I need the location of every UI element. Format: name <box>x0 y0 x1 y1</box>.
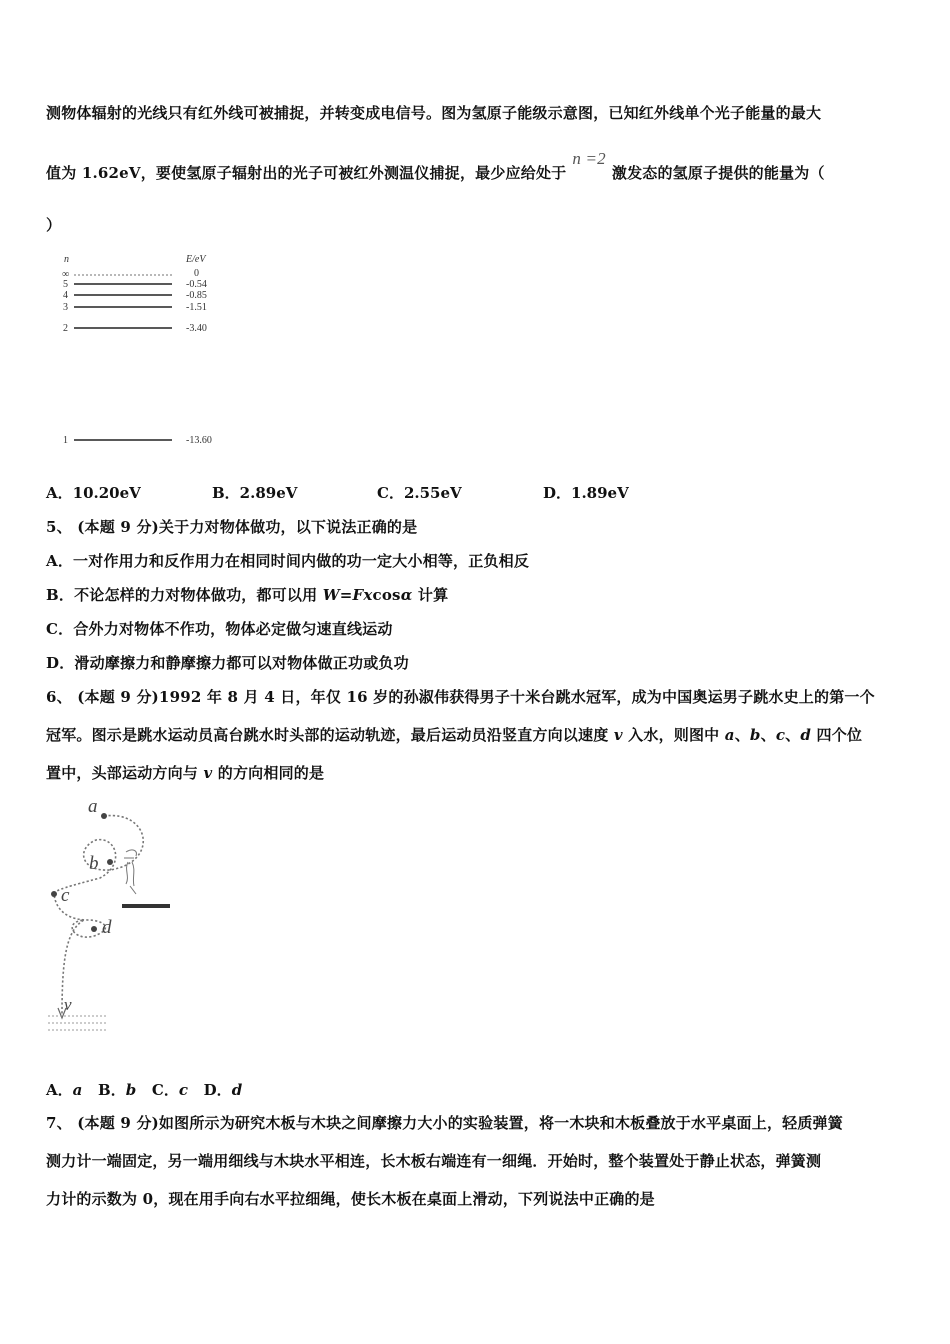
q4-text-line2-pre: 值为 1.62eV，要使氢原子辐射出的光子可被红外测温仪捕捉，最少应给处于 <box>46 164 567 182</box>
q6-line2-b: 入水，则图中 <box>622 726 725 744</box>
q6-line2-sep3: 、 <box>785 726 801 744</box>
q5-formula-wfx: W=Fx <box>322 586 373 604</box>
q6-line3-a: 置中，头部运动方向与 <box>46 764 204 782</box>
q6-stem-line2 <box>46 724 862 745</box>
q6-line2-pt-d: d <box>800 726 812 744</box>
trajectory-path <box>54 816 143 1014</box>
level-energy-3: -1.51 <box>186 302 207 313</box>
energy-level-diagram <box>56 250 236 450</box>
q5-formula-alpha: α <box>400 586 413 604</box>
q6-option-b[interactable] <box>98 1081 136 1099</box>
level-energy-5: -0.54 <box>186 279 207 290</box>
q6-option-c-val: c <box>178 1081 188 1099</box>
label-b: b <box>89 853 99 874</box>
q6-option-b-val: b <box>125 1081 137 1099</box>
label-a: a <box>88 796 98 817</box>
point-a-dot <box>101 813 107 819</box>
label-d: d <box>102 917 112 938</box>
q6-option-d-label: D． <box>203 1081 232 1099</box>
q5-option-a[interactable]: A．一对作用力和反作用力在相同时间内做的功一定大小相等，正负相反 <box>46 552 530 570</box>
q6-option-a[interactable] <box>46 1081 82 1099</box>
level-label-3: 3 <box>63 302 68 313</box>
level-label-inf: ∞ <box>62 269 70 280</box>
q5-option-b-pre: B．不论怎样的力对物体做功，都可以用 <box>46 586 323 604</box>
q4-option-b[interactable]: B．2.89eV <box>212 484 298 502</box>
q6-option-a-val: a <box>72 1081 83 1099</box>
level-label-1: 1 <box>63 435 68 446</box>
q5-option-b-post: 计算 <box>412 586 449 604</box>
q7-stem-line1: 7、 (本题 9 分)如图所示为研究木板与木块之间摩擦力大小的实验装置，将一木块和木板叠放于水平桌面上，轻质弹簧 <box>46 1114 843 1132</box>
point-d-dot <box>91 926 97 932</box>
level-label-2: 2 <box>63 323 68 334</box>
q4-option-d[interactable]: D．1.89eV <box>543 484 629 502</box>
q6-line2-v: v <box>613 726 623 744</box>
q6-line2-pt-c: c <box>775 726 786 744</box>
q6-option-b-label: B． <box>98 1081 126 1099</box>
q6-options <box>46 1079 242 1100</box>
q4-text-line2 <box>46 149 825 183</box>
q6-line2-a: 冠军。图示是跳水运动员高台跳水时头部的运动轨迹，最后运动员沿竖直方向以速度 <box>46 726 614 744</box>
q6-line3-v: v <box>203 764 213 782</box>
point-b-dot <box>107 859 113 865</box>
q5-stem: 5、 (本题 9 分)关于力对物体做功，以下说法正确的是 <box>46 518 418 536</box>
q4-text-line2-post: 激发态的氢原子提供的能量为（ <box>611 164 825 182</box>
q6-line2-pt-b: b <box>749 726 761 744</box>
diver-figure <box>124 850 136 894</box>
q4-option-c[interactable]: C．2.55eV <box>377 484 462 502</box>
diagram-e-header: E/eV <box>186 254 206 265</box>
q6-option-c-label: C． <box>151 1081 179 1099</box>
point-c-dot <box>51 891 57 897</box>
q5-formula-cos: cos <box>372 586 401 604</box>
q7-stem-line3: 力计的示数为 0，现在用手向右水平拉细绳，使长木板在桌面上滑动，下列说法中正确的是 <box>46 1190 655 1208</box>
q6-stem-line3 <box>46 762 324 783</box>
diving-platform <box>122 904 170 908</box>
label-v: v <box>64 995 72 1014</box>
q5-option-c[interactable]: C．合外力对物体不作功，物体必定做匀速直线运动 <box>46 620 393 638</box>
q5-option-d[interactable]: D．滑动摩擦力和静摩擦力都可以对物体做正功或负功 <box>46 654 409 672</box>
q6-line3-b: 的方向相同的是 <box>212 764 325 782</box>
q6-line2-sep1: 、 <box>734 726 750 744</box>
level-energy-4: -0.85 <box>186 290 207 301</box>
q6-option-a-label: A． <box>46 1081 73 1099</box>
q6-line2-sep2: 、 <box>760 726 776 744</box>
q4-math-n2: n =2 <box>572 149 606 168</box>
q6-line2-pt-a: a <box>724 726 735 744</box>
q6-stem-line1: 6、 (本题 9 分)1992 年 8 月 4 日，年仅 16 岁的孙淑伟获得男子十米台跳水冠军，成为中国奥运男子跳水史上的第一个 <box>46 688 875 706</box>
q4-option-a[interactable]: A．10.20eV <box>46 484 141 502</box>
level-label-4: 4 <box>63 290 68 301</box>
q4-text-line3: ） <box>46 216 62 234</box>
diagram-n-header: n <box>64 254 69 265</box>
q6-option-d-val: d <box>231 1081 243 1099</box>
q4-text-line1: 测物体辐射的光线只有红外线可被捕捉，并转变成电信号。图为氢原子能级示意图，已知红外线单个光子能量的最大 <box>46 104 822 122</box>
label-c: c <box>61 885 70 906</box>
q6-line2-c: 四个位 <box>811 726 863 744</box>
level-energy-inf: 0 <box>194 268 199 279</box>
q7-stem-line2: 测力计一端固定，另一端用细线与木块水平相连，长木板右端连有一细绳．开始时，整个装置处于静止状态，弹簧测 <box>46 1152 822 1170</box>
level-energy-2: -3.40 <box>186 323 207 334</box>
q6-option-d[interactable] <box>204 1081 243 1099</box>
water-surface <box>48 1016 108 1030</box>
q5-option-b[interactable] <box>46 584 448 605</box>
level-energy-1: -13.60 <box>186 435 212 446</box>
q6-option-c[interactable] <box>152 1081 188 1099</box>
level-label-5: 5 <box>63 279 68 290</box>
diving-trajectory-figure <box>40 790 190 1040</box>
